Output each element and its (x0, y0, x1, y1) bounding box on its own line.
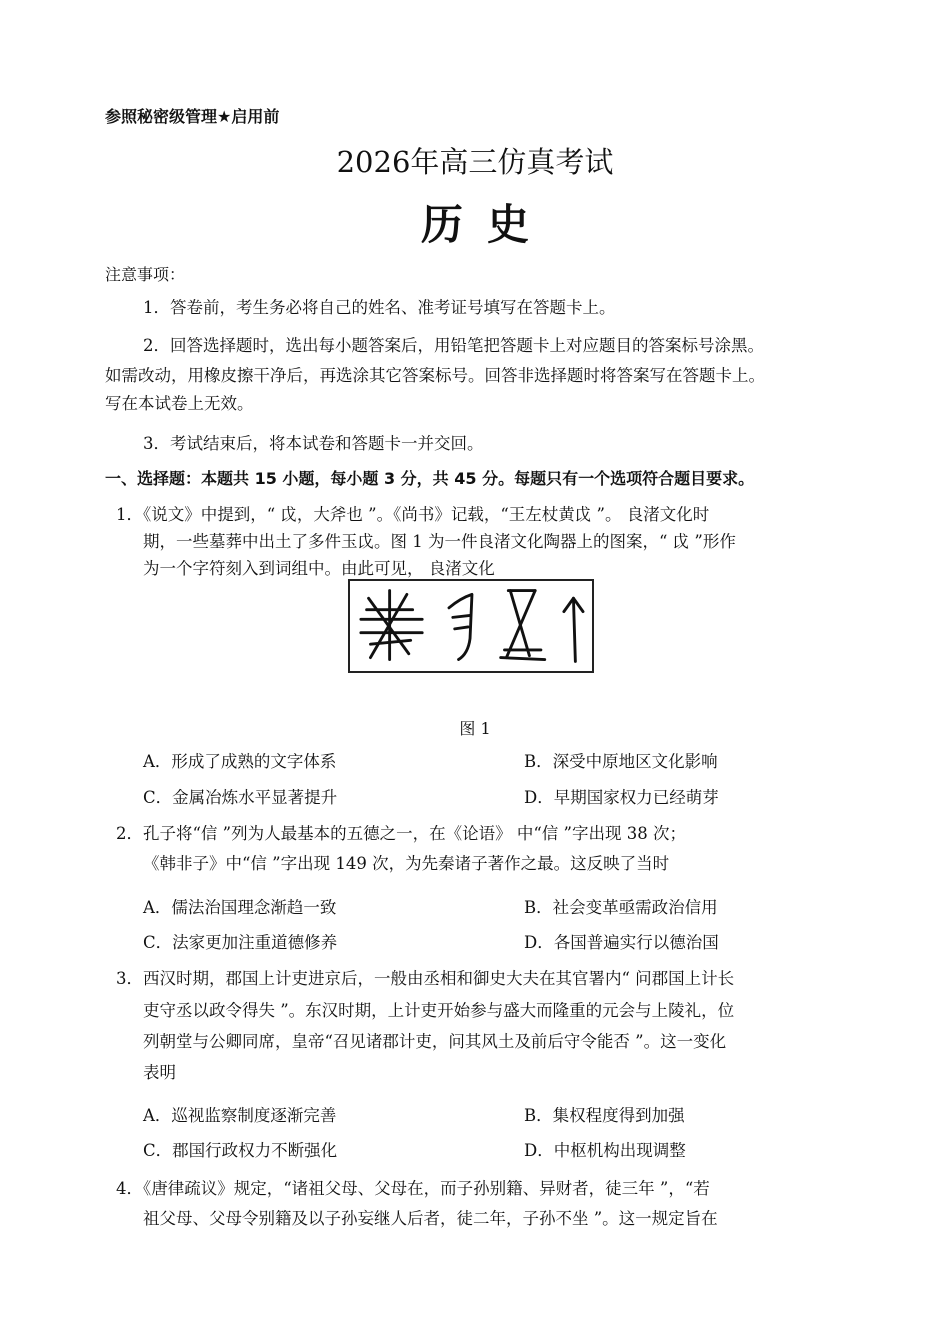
hook-glyph-icon (449, 594, 472, 659)
q1-line-1: 1．《说文》中提到，“ 戉，大斧也 ”。《尚书》记载，“王左杖黄戉 ”。 良渚文化时 (116, 505, 710, 524)
q3-option-a[interactable]: A．巡视监察制度逐渐完善 (143, 1106, 337, 1125)
secret-label: 参照秘密级管理★启用前 (105, 107, 280, 126)
star-glyph-icon (361, 591, 422, 660)
q3-line-2: 吏守丞以政令得失 ”。东汉时期，上计吏开始参与盛大而隆重的元会与上陵礼，位 (143, 1001, 735, 1020)
q3-option-c[interactable]: C．郡国行政权力不断强化 (143, 1141, 338, 1160)
q2-option-d[interactable]: D．各国普遍实行以德治国 (524, 933, 719, 952)
notice-item-2-cont2: 写在本试卷上无效。 (105, 394, 254, 413)
q2-option-c[interactable]: C．法家更加注重道德修养 (143, 933, 338, 952)
q1-option-c[interactable]: C．金属冶炼水平显著提升 (143, 788, 338, 807)
q3-line-1: 3．西汉时期，郡国上计吏进京后，一般由丞相和御史大夫在其官署内“ 问郡国上计长 (116, 969, 735, 988)
q1-option-d[interactable]: D．早期国家权力已经萌芽 (524, 788, 719, 807)
notice-item-1: 1．答卷前，考生务必将自己的姓名、准考证号填写在答题卡上。 (143, 298, 616, 317)
q4-line-2: 祖父母、父母令别籍及以子孙妄继人后者，徒二年，子孙不坐 ”。这一规定旨在 (143, 1209, 718, 1228)
q2-option-b[interactable]: B．社会变革亟需政治信用 (524, 898, 718, 917)
q2-line-2: 《韩非子》中“信 ”字出现 149 次，为先秦诸子著作之最。这反映了当时 (143, 854, 670, 873)
q3-line-3: 列朝堂与公卿同席，皇帝“召见诸郡计吏，问其风土及前后守令能否 ”。这一变化 (143, 1032, 727, 1051)
q1-line-3: 为一个字符刻入到词组中。由此可见， 良渚文化 (143, 559, 495, 578)
q3-line-4: 表明 (143, 1063, 176, 1082)
q3-option-b[interactable]: B．集权程度得到加强 (524, 1106, 685, 1125)
notice-item-2: 2．回答选择题时，选出每小题答案后，用铅笔把答题卡上对应题目的答案标号涂黑。 (143, 336, 764, 355)
axe-glyph-icon (501, 591, 545, 660)
subject-title: 历史 (420, 200, 553, 249)
notice-item-2-cont: 如需改动，用橡皮擦干净后，再选涂其它答案标号。回答非选择题时将答案写在答题卡上。 (105, 366, 765, 385)
section-heading: 一、选择题：本题共 15 小题，每小题 3 分，共 45 分。每题只有一个选项符合题目要求。 (105, 469, 755, 488)
notice-heading: 注意事项： (105, 265, 186, 284)
figure-1-pictograph (348, 579, 594, 673)
q1-option-a[interactable]: A．形成了成熟的文字体系 (143, 752, 337, 771)
q2-line-1: 2．孔子将“信 ”列为人最基本的五德之一，在《论语》 中“信 ”字出现 38 次； (116, 824, 686, 843)
q1-option-b[interactable]: B．深受中原地区文化影响 (524, 752, 718, 771)
arrow-glyph-icon (564, 598, 583, 661)
figure-1-caption: 图 1 (459, 719, 491, 738)
notice-item-3: 3．考试结束后，将本试卷和答题卡一并交回。 (143, 434, 484, 453)
q4-line-1: 4．《唐律疏议》规定，“诸祖父母、父母在，而子孙别籍、异财者，徒三年 ”，“若 (116, 1179, 710, 1198)
q2-option-a[interactable]: A．儒法治国理念渐趋一致 (143, 898, 337, 917)
q1-line-2: 期，一些墓葬中出土了多件玉戉。图 1 为一件良渚文化陶器上的图案，“ 戉 ”形作 (143, 532, 736, 551)
q3-option-d[interactable]: D．中枢机构出现调整 (524, 1141, 686, 1160)
exam-title: 2026年高三仿真考试 (336, 145, 614, 179)
